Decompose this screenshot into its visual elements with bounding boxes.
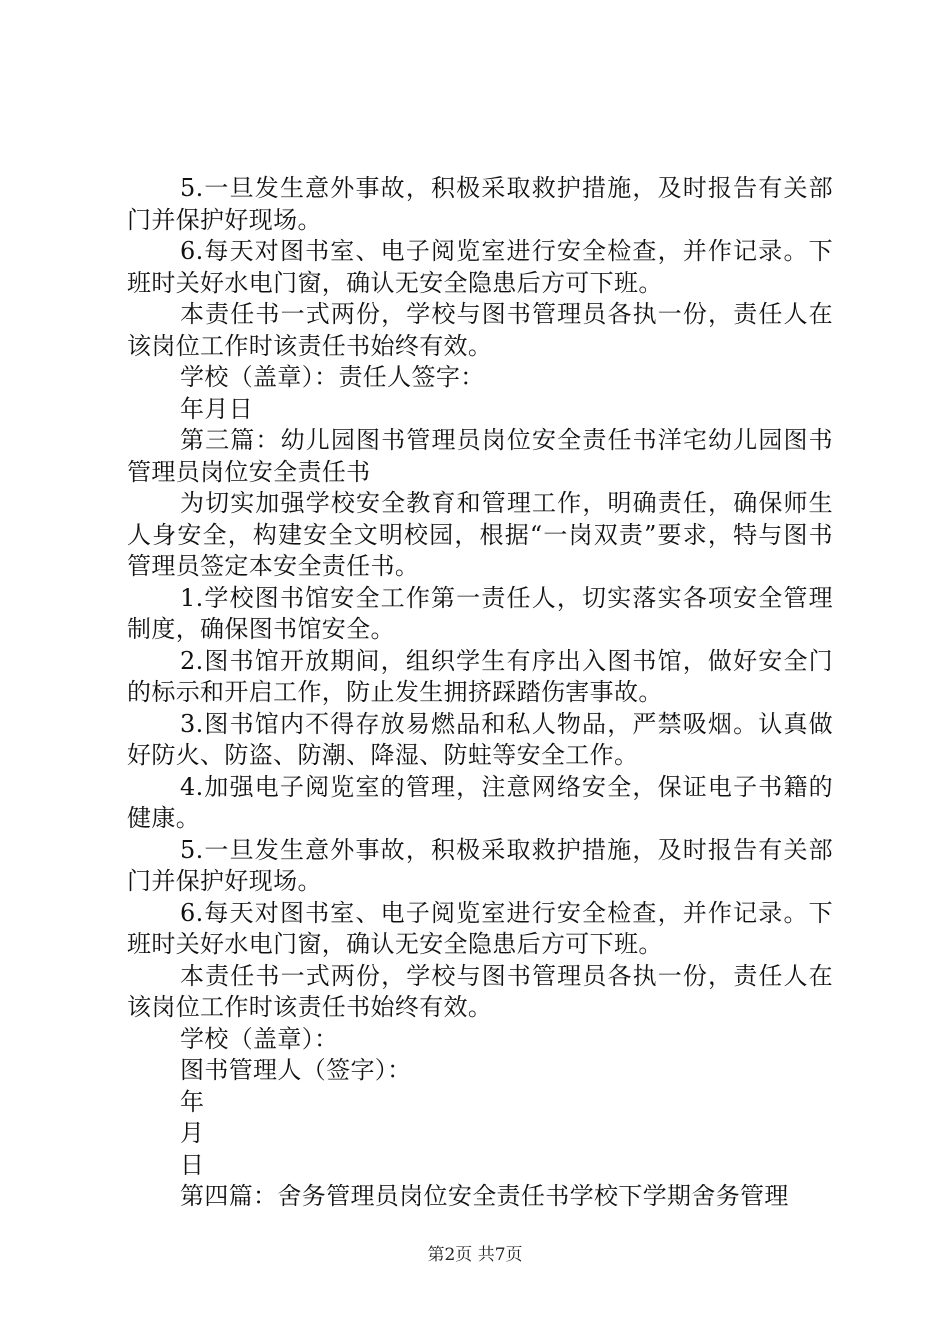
list-item: 2.图书馆开放期间，组织学生有序出入图书馆，做好安全门的标示和开启工作，防止发生拥挤踩踏伤害事故。 [127,646,833,706]
school-seal-line: 学校（盖章）： [180,1024,339,1053]
paragraph: 本责任书一式两份，学校与图书管理员各执一份，责任人在该岗位工作时该责任书始终有效。 [127,961,833,1021]
date-day: 日 [180,1150,205,1179]
section-heading: 第四篇：舍务管理员岗位安全责任书学校下学期舍务管理 [180,1182,789,1210]
paragraph: 本责任书一式两份，学校与图书管理员各执一份，责任人在该岗位工作时该责任书始终有效。 [127,300,833,360]
list-item: 5.一旦发生意外事故，积极采取救护措施，及时报告有关部门并保护好现场。 [127,835,833,895]
date-month: 月 [180,1119,205,1147]
document-body [127,173,833,1213]
librarian-signature-line: 图书管理人（签字）： [180,1056,412,1084]
date-year: 年 [180,1087,205,1116]
list-item: 6.每天对图书室、电子阅览室进行安全检查，并作记录。下班时关好水电门窗，确认无安全隐患后方可下班。 [127,898,833,958]
list-item: 3.图书馆内不得存放易燃品和私人物品，严禁吸烟。认真做好防火、防盗、防潮、降湿、防蛀等安全工作。 [127,709,833,769]
list-item: 4.加强电子阅览室的管理，注意网络安全，保证电子书籍的健康。 [127,772,833,832]
paragraph: 5.一旦发生意外事故，积极采取救护措施，及时报告有关部门并保护好现场。 [127,174,833,234]
date-line: 年月日 [180,394,254,423]
page-number: 第2页 共7页 [427,1245,523,1265]
paragraph: 为切实加强学校安全教育和管理工作，明确责任，确保师生人身安全，构建安全文明校园，根据“一岗双责”要求，特与图书管理员签定本安全责任书。 [127,489,833,580]
paragraph: 6.每天对图书室、电子阅览室进行安全检查，并作记录。下班时关好水电门窗，确认无安全隐患后方可下班。 [127,237,833,297]
list-item: 1.学校图书馆安全工作第一责任人，切实落实各项安全管理制度，确保图书馆安全。 [127,583,833,643]
section-heading: 第三篇：幼儿园图书管理员岗位安全责任书洋宅幼儿园图书管理员岗位安全责任书 [127,426,833,486]
signature-line: 学校（盖章）：责任人签字： [180,363,485,391]
